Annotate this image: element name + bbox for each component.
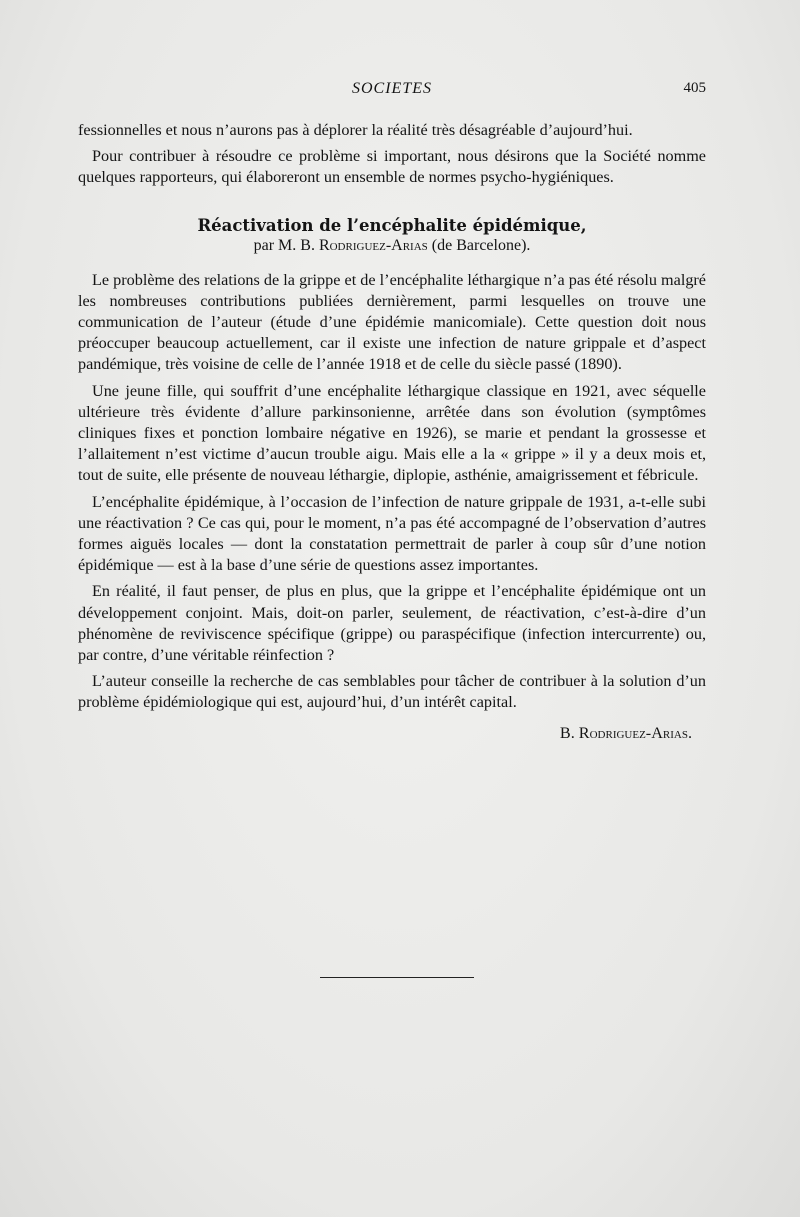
article-paragraph: Le problème des relations de la grippe et de l’encéphalite léthargique n’a pas été résolu malgré les nombreuses contributions publiées dernièrement, parmi lesquelles on trouve une communication de l’auteur (étude d’une épidémie manicomiale). Cette question doit nous préoccuper beaucoup actuellement, car il existe une infection de nature grippale et d’aspect pandémique, très voisine de celle de l’année 1918 et de celle du siècle passé (1890). (78, 270, 706, 374)
byline-prefix: par M. B. (253, 236, 319, 254)
article-paragraph: L’auteur conseille la recherche de cas semblables pour tâcher de contribuer à la solution d’un problème épidémiologique qui est, aujourd’hui, d’un intérêt capital. (78, 672, 706, 712)
section-divider (320, 977, 474, 978)
article-paragraph: L’encéphalite épidémique, à l’occasion de l’infection de nature grippale de 1931, a-t-elle subi une réactivation ? Ce cas qui, pour le moment, n’a pas été accompagné de l’observation d’autres formes aiguës locales — dont la constatation permettrait de parler à coup sûr d’une notion épidémique — est à la base d’une série de questions assez importantes. (78, 492, 706, 575)
article-paragraph: En réalité, il faut penser, de plus en plus, que la grippe et l’encéphalite épidémique ont un développement conjoint. Mais, doit-on parler, seulement, de réactivation, c’est-à-dire d’un phénomène de reviviscence spécifique (grippe) ou paraspécifique (infection intercurrente) ou, par contre, d’une véritable réinfection ? (78, 582, 706, 665)
page-number: 405 (683, 80, 706, 96)
byline-suffix: (de Barcelone). (427, 236, 531, 254)
article-title: Réactivation de l’encéphalite épidémique, (197, 215, 587, 235)
article-byline (78, 236, 706, 256)
byline-author: Rodriguez-Arias (318, 236, 428, 254)
running-header (78, 80, 706, 102)
previous-paragraph: Pour contribuer à résoudre ce problème si important, nous désirons que la Société nomme quelques rapporteurs, qui élaboreront un ensemble de normes psycho-hygiéniques. (78, 147, 706, 187)
article-paragraph: Une jeune fille, qui souffrit d’une encéphalite léthargique classique en 1921, avec séquelle ultérieure très évidente d’allure parkinsonienne, arrêtée dans son évolution (symptômes cliniques fixes et ponction lombaire négative en 1926), se marie et pendant la grossesse et l’allaitement n’est victime d’aucun trouble aigu. Mais elle a la « grippe » il y a deux mois et, tout de suite, elle présente de nouveau léthargie, diplopie, asthénie, amaigrissement et fébricule. (78, 381, 706, 485)
continued-paragraph: fessionnelles et nous n’aurons pas à déplorer la réalité très désagréable d’aujourd’hui. (78, 121, 633, 139)
author-signature: B. Rodriguez-Arias. (559, 723, 692, 742)
body-text (78, 120, 706, 744)
journal-title: SOCIETES (352, 80, 432, 97)
